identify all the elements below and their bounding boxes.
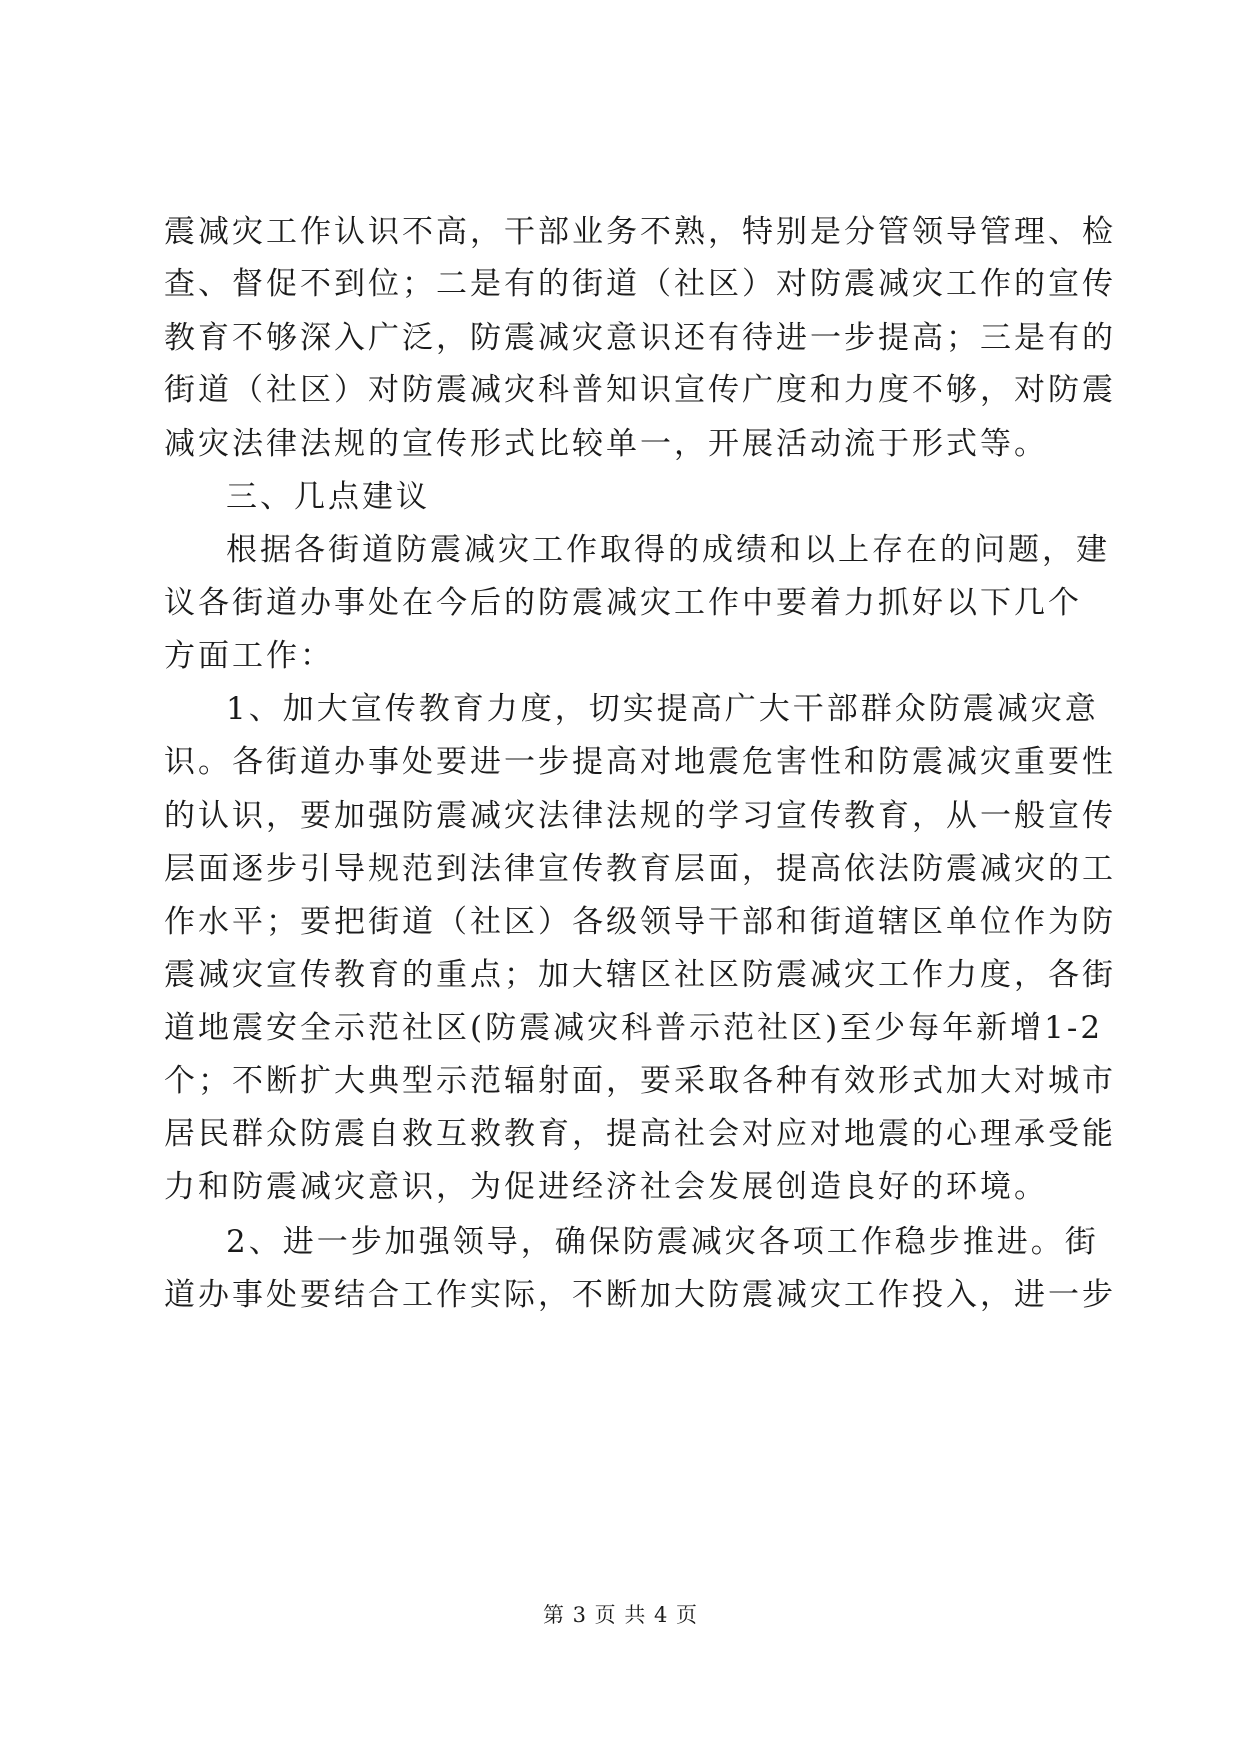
- body-line: 道地震安全示范社区(防震减灾科普示范社区)至少每年新增1-2: [164, 1010, 1104, 1046]
- body-line: 1、加大宣传教育力度，切实提高广大干部群众防震减灾意: [226, 691, 1099, 727]
- body-line: 教育不够深入广泛，防震减灾意识还有待进一步提高；三是有的: [164, 320, 1116, 356]
- body-line: 道办事处要结合工作实际，不断加大防震减灾工作投入，进一步: [164, 1277, 1116, 1313]
- body-line: 街道（社区）对防震减灾科普知识宣传广度和力度不够，对防震: [164, 372, 1116, 408]
- body-line: 层面逐步引导规范到法律宣传教育层面，提高依法防震减灾的工: [164, 851, 1116, 887]
- body-line: 力和防震减灾意识，为促进经济社会发展创造良好的环境。: [164, 1169, 1048, 1205]
- body-line: 震减灾工作认识不高，干部业务不熟，特别是分管领导管理、检: [164, 214, 1116, 250]
- section-heading: 三、几点建议: [226, 479, 430, 515]
- body-line: 方面工作：: [164, 638, 334, 674]
- body-line: 震减灾宣传教育的重点；加大辖区社区防震减灾工作力度，各街: [164, 957, 1116, 993]
- body-line: 作水平；要把街道（社区）各级领导干部和街道辖区单位作为防: [164, 904, 1116, 940]
- body-line: 减灾法律法规的宣传形式比较单一，开展活动流于形式等。: [164, 426, 1048, 462]
- body-line: 查、督促不到位；二是有的街道（社区）对防震减灾工作的宣传: [164, 266, 1116, 302]
- body-line: 个；不断扩大典型示范辐射面，要采取各种有效形式加大对城市: [164, 1063, 1116, 1099]
- body-line: 议各街道办事处在今后的防震减灾工作中要着力抓好以下几个: [164, 585, 1082, 621]
- body-line: 根据各街道防震减灾工作取得的成绩和以上存在的问题，建: [226, 532, 1110, 568]
- body-line: 居民群众防震自救互救教育，提高社会对应对地震的心理承受能: [164, 1116, 1116, 1152]
- page-number-footer: 第 3 页 共 4 页: [542, 1603, 699, 1627]
- body-line: 的认识，要加强防震减灾法律法规的学习宣传教育，从一般宣传: [164, 798, 1116, 834]
- body-line: 2、进一步加强领导，确保防震减灾各项工作稳步推进。街: [226, 1224, 1099, 1260]
- body-line: 识。各街道办事处要进一步提高对地震危害性和防震减灾重要性: [164, 744, 1116, 780]
